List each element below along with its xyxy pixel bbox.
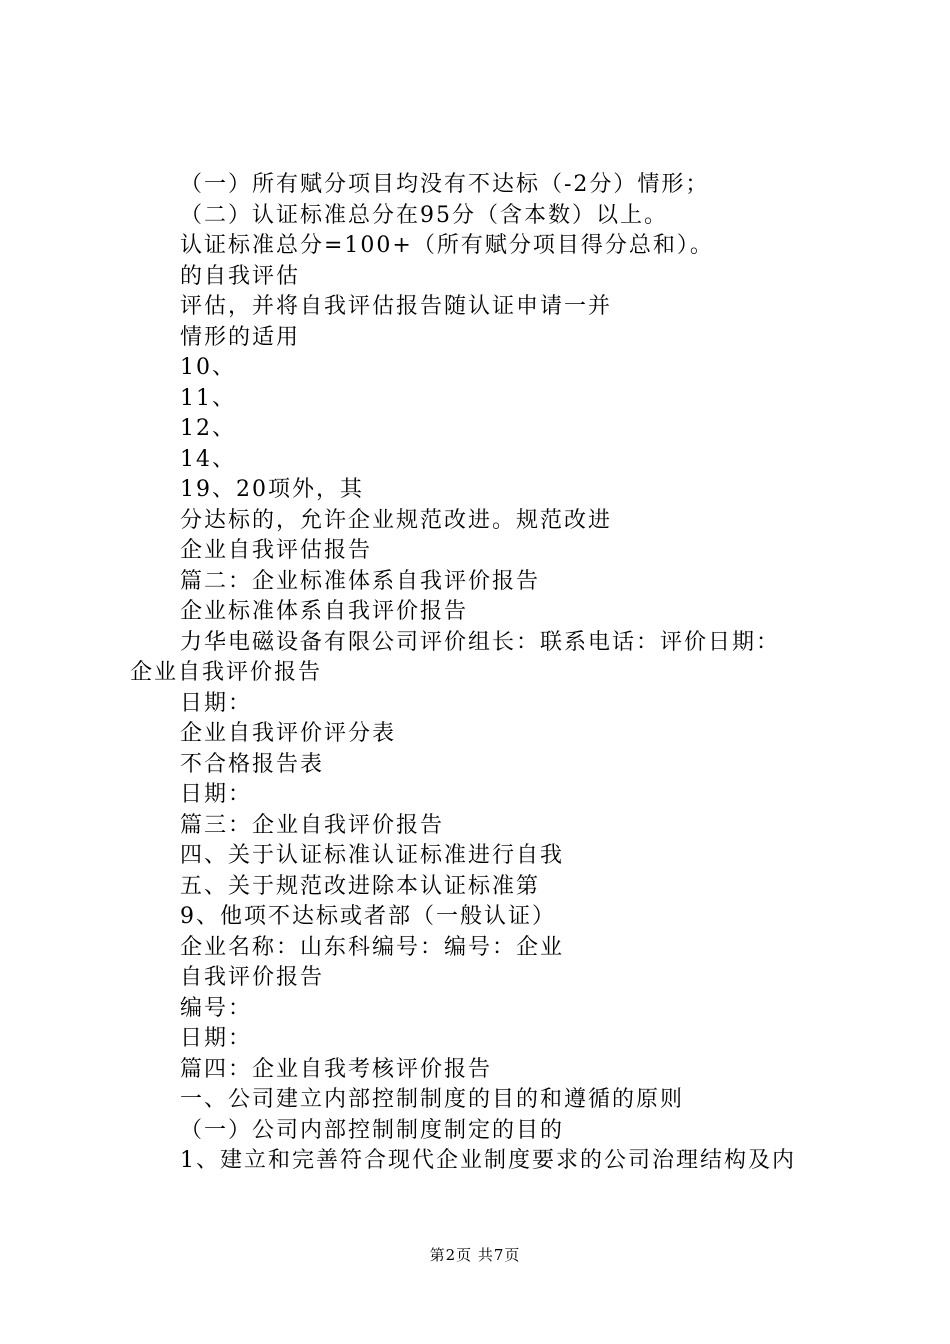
body-line: 编号： xyxy=(180,995,253,1021)
body-line: 企业自我评价报告 xyxy=(130,660,323,685)
body-line: 19、20项外，其 xyxy=(180,477,364,502)
body-line: 11、 xyxy=(180,385,236,411)
body-line: 9、他项不达标或者部（一般认证） xyxy=(180,904,556,929)
body-line: 自我评价报告 xyxy=(180,965,325,990)
body-line: 情形的适用 xyxy=(180,324,301,350)
section-heading: 篇二：企业标准体系自我评价报告 xyxy=(180,568,541,594)
body-line: 的自我评估 xyxy=(180,263,301,289)
body-line: 日期： xyxy=(180,690,253,716)
body-line: 评估，并将自我评估报告随认证申请一并 xyxy=(180,294,613,319)
body-line: （二）认证标准总分在95分（含本数）以上。 xyxy=(180,202,668,228)
body-line: 日期： xyxy=(180,782,253,807)
body-line: （一）公司内部控制制度制定的目的 xyxy=(180,1117,565,1143)
body-line: 日期： xyxy=(180,1026,253,1051)
body-line: 一、公司建立内部控制制度的目的和遵循的原则 xyxy=(180,1087,685,1112)
body-line: 五、关于规范改进除本认证标准第 xyxy=(180,873,541,899)
body-line: 力华电磁设备有限公司评价组长：联系电话：评价日期： xyxy=(180,629,781,655)
body-line: 分达标的，允许企业规范改进。规范改进 xyxy=(180,507,613,533)
document-body xyxy=(130,170,840,1177)
body-line: 10、 xyxy=(180,355,236,380)
body-line: 企业自我评估报告 xyxy=(180,538,373,563)
body-line: 企业自我评价评分表 xyxy=(180,721,397,746)
body-line: （一）所有赋分项目均没有不达标（-2分）情形； xyxy=(180,172,710,197)
section-heading: 篇三：企业自我评价报告 xyxy=(180,812,445,838)
body-line: 企业标准体系自我评价报告 xyxy=(180,599,469,624)
section-heading: 篇四：企业自我考核评价报告 xyxy=(180,1056,493,1082)
body-line: 不合格报告表 xyxy=(180,751,325,777)
page-number-footer: 第2页 共7页 xyxy=(429,1246,521,1264)
body-line: 1、建立和完善符合现代企业制度要求的公司治理结构及内 xyxy=(180,1148,796,1173)
body-line: 企业名称：山东科编号：编号：企业 xyxy=(180,934,565,960)
body-line: 四、关于认证标准认证标准进行自我 xyxy=(180,843,565,868)
body-line: 12、 xyxy=(180,416,236,441)
body-line: 14、 xyxy=(180,446,236,472)
body-line: 认证标准总分=100+（所有赋分项目得分总和）。 xyxy=(180,233,714,258)
